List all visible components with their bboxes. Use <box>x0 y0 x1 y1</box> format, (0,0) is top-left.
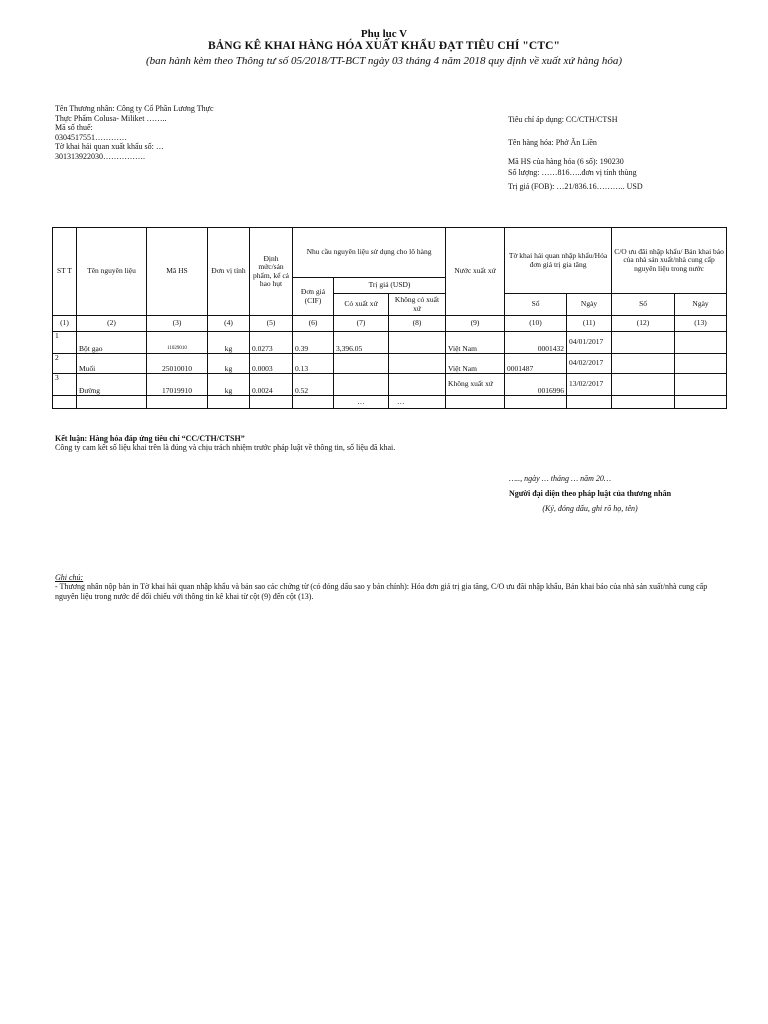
cell-country: Việt Nam <box>446 354 505 374</box>
cell-without-origin <box>389 374 446 396</box>
header-unit: Đơn vị tính <box>208 228 250 316</box>
header-co-date: Ngày <box>675 294 727 316</box>
header-country-of-origin: Nước xuất xứ <box>446 228 505 316</box>
cell-without-origin: … <box>389 396 446 409</box>
col-number: (2) <box>77 316 147 332</box>
header-with-origin: Có xuất xứ <box>334 294 389 316</box>
note-heading: Ghi chú: <box>55 573 84 582</box>
cell-with-origin: … <box>334 396 389 409</box>
trader-name-line-2: Thực Phẩm Colusa- Miliket …….. <box>55 113 167 123</box>
col-number: (3) <box>147 316 208 332</box>
appendix-label: Phụ lục V <box>360 28 408 40</box>
quantity-line: Số lượng: ……816…..đơn vị tính thùng <box>508 168 637 177</box>
col-number: (10) <box>505 316 567 332</box>
cell-unit-price: 0.52 <box>293 374 334 396</box>
cell-co-number <box>612 374 675 396</box>
table-row <box>53 396 727 409</box>
table-row <box>53 354 727 374</box>
trader-info <box>55 104 214 162</box>
column-number-row <box>53 316 727 332</box>
cell-country: Không xuất xứ <box>446 374 505 396</box>
col-number: (12) <box>612 316 675 332</box>
signature-instruction: (Ký, đóng dấu, ghi rõ họ, tên) <box>542 504 638 513</box>
cell-unit: kg <box>208 332 250 354</box>
cell-unit-price: 0.13 <box>293 354 334 374</box>
col-number: (11) <box>567 316 612 332</box>
cell-hs-code: 17019910 <box>147 374 208 396</box>
note-block <box>55 573 725 601</box>
header-unit-price: Đơn giá (CIF) <box>293 278 334 316</box>
col-number: (7) <box>334 316 389 332</box>
cell-unit-price: 0.39 <box>293 332 334 354</box>
cell-stt: 1 <box>53 332 77 354</box>
col-number: (9) <box>446 316 505 332</box>
conclusion-heading: Kết luận: Hàng hóa đáp ứng tiêu chí “CC/CTH/CTSH” <box>55 434 245 443</box>
cell-with-origin <box>334 354 389 374</box>
cell-norm: 0.0024 <box>250 374 293 396</box>
criteria-line: Tiêu chí áp dụng: CC/CTH/CTSH <box>508 115 618 124</box>
export-declaration-value: 301313922030……………. <box>55 151 145 161</box>
cell-co-date <box>675 332 727 354</box>
header-norm: Định mức/sản phẩm, kể cả hao hụt <box>250 228 293 316</box>
header-customs-declaration: Tờ khai hải quan nhập khẩu/Hóa đơn giá trị gia tăng <box>505 228 612 294</box>
header-hs-code: Mã HS <box>147 228 208 316</box>
cell-with-origin <box>334 374 389 396</box>
goods-declaration-table <box>52 227 727 409</box>
cell-stt: 2 <box>53 354 77 374</box>
document-title: BẢNG KÊ KHAI HÀNG HÓA XUẤT KHẨU ĐẠT TIÊU CHÍ "CTC" <box>208 40 560 52</box>
cell-number: 0001432 <box>505 332 567 354</box>
cell-date: 04/01/2017 <box>567 332 612 354</box>
cell-without-origin <box>389 354 446 374</box>
conclusion-block <box>55 434 395 453</box>
cell-co-date <box>675 354 727 374</box>
signature-date: ….., ngày … tháng … năm 20… <box>508 474 611 483</box>
goods-name-line: Tên hàng hóa: Phở Ăn Liền <box>508 138 597 147</box>
col-number: (4) <box>208 316 250 332</box>
cell-co-date <box>675 374 727 396</box>
cell-date: 04/02/2017 <box>567 354 612 374</box>
cell-co-number <box>612 354 675 374</box>
header-stt: ST T <box>53 228 77 316</box>
header-number: Số <box>505 294 567 316</box>
cell-date: 13/02/2017 <box>567 374 612 396</box>
cell-norm: 0.0003 <box>250 354 293 374</box>
cell-material-name: Đường <box>77 374 147 396</box>
cell-co-number <box>612 332 675 354</box>
cell-hs-code: 25010010 <box>147 354 208 374</box>
cell-material-name: Muối <box>77 354 147 374</box>
cell-without-origin <box>389 332 446 354</box>
header-co-number: Số <box>612 294 675 316</box>
cell-material-name: Bột gạo <box>77 332 147 354</box>
tax-code-value: 0304517551………… <box>55 132 127 142</box>
header-co-certificate: C/O ưu đãi nhập khẩu/ Bản khai báo của nhà sản xuất/nhà cung cấp nguyên liệu trong nước <box>612 228 727 294</box>
cell-with-origin: 3,396.05 <box>334 332 389 354</box>
col-number: (6) <box>293 316 334 332</box>
col-number: (1) <box>53 316 77 332</box>
cell-country: Việt Nam <box>446 332 505 354</box>
signature-title: Người đại diện theo pháp luật của thương nhân <box>508 489 672 498</box>
header-material-name: Tên nguyên liệu <box>77 228 147 316</box>
export-declaration-label: Tờ khai hải quan xuất khẩu số: … <box>55 142 164 152</box>
cell-stt: 3 <box>53 374 77 396</box>
cell-norm: 0.0273 <box>250 332 293 354</box>
cell-unit: kg <box>208 354 250 374</box>
header-without-origin: Không có xuất xứ <box>389 294 446 316</box>
document-subtitle: (ban hành kèm theo Thông tư số 05/2018/TT-BCT ngày 03 tháng 4 năm 2018 quy định về xuất xứ hàng hóa) <box>145 55 622 67</box>
hs-code-line: Mã HS của hàng hóa (6 số): 190230 <box>508 157 624 166</box>
trader-name-line-1: Tên Thương nhân: Công ty Cổ Phần Lương Thực <box>55 104 214 113</box>
cell-number: 0001487 <box>505 354 567 374</box>
col-number: (5) <box>250 316 293 332</box>
cell-unit: kg <box>208 374 250 396</box>
fob-line: Trị giá (FOB): …21/836.16……….. USD <box>508 182 643 191</box>
table-row <box>53 374 727 396</box>
cell-number: 0016996 <box>505 374 567 396</box>
cell-hs-code: 11029010 <box>147 332 208 354</box>
col-number: (13) <box>675 316 727 332</box>
header-material-demand: Nhu cầu nguyên liệu sử dụng cho lô hàng <box>293 228 446 278</box>
tax-code-label: Mã số thuế: <box>55 123 93 133</box>
note-text: - Thương nhân nộp bản in Tờ khai hải quan nhập khẩu và bản sao các chứng từ (có đóng dấu sao y bản chính): Hóa đơn giá trị gia tăng, C/O ưu đãi nhập khẩu, Bản khai báo của nhà sản xuất/nhà cung cấp nguyên liệu trong nước để đối chiếu với thông tin kê khai từ cột (9) đến cột (13). <box>55 582 708 601</box>
col-number: (8) <box>389 316 446 332</box>
table-row <box>53 332 727 354</box>
header-value-usd: Trị giá (USD) <box>334 278 446 294</box>
header-date: Ngày <box>567 294 612 316</box>
conclusion-text: Công ty cam kết số liệu khai trên là đúng và chịu trách nhiệm trước pháp luật về thông tin, số liệu đã khai. <box>55 443 396 453</box>
